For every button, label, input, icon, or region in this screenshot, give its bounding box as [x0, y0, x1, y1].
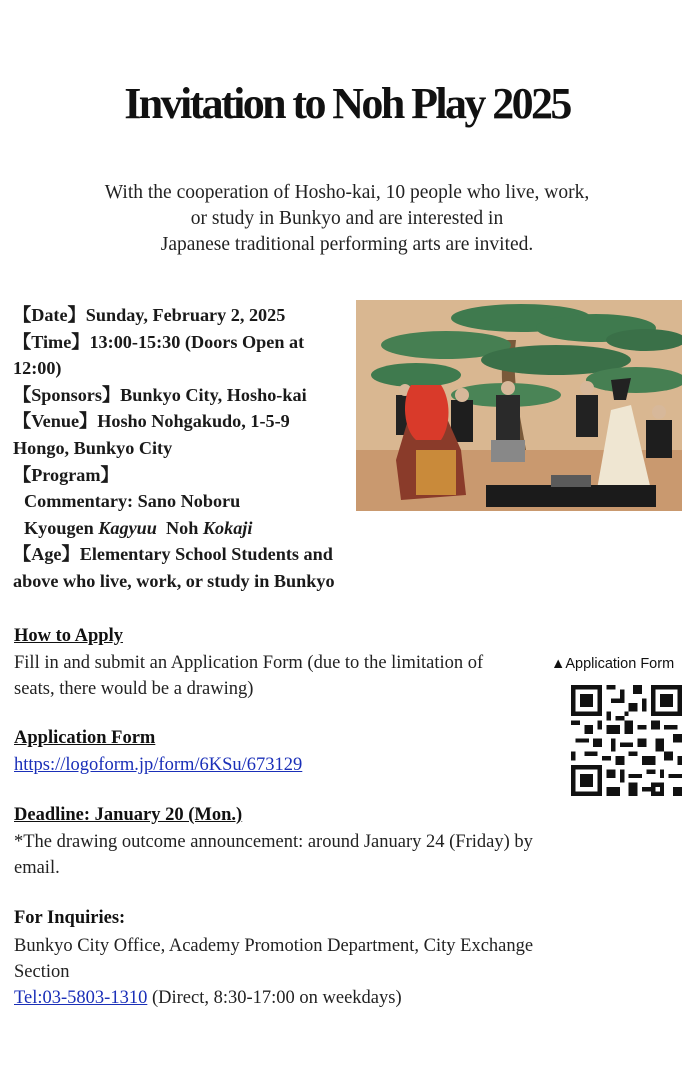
application-form-heading: Application Form [14, 728, 156, 748]
deadline-heading: Deadline: January 20 (Mon.) [14, 805, 243, 825]
application-form-link[interactable]: https://logoform.jp/form/6KSu/673129 [14, 755, 303, 775]
intro-line: With the cooperation of Hosho-kai, 10 people who live, work, [104, 182, 590, 203]
age-row-cont: above who live, work, or study in Bunkyo [13, 570, 335, 591]
venue-row: 【Venue】Hosho Nohgakudo, 1-5-9 [13, 411, 290, 432]
application-form-link-row [14, 752, 302, 778]
noh-title: Kokaji [202, 517, 253, 538]
time-row: 【Time】13:00-15:30 (Doors Open at [13, 331, 305, 352]
kyougen-title: Kagyuu [98, 517, 157, 538]
event-details [13, 302, 393, 595]
inquiries-text: Bunkyo City Office, Academy Promotion Department, City Exchange Section Tel:03-5803-1310 (Direct, 8:30-17:00 on weekdays) [14, 933, 533, 1011]
age-row: 【Age】Elementary School Students and [13, 544, 333, 565]
tel-link[interactable]: Tel:03-5803-1310 [14, 988, 148, 1008]
program-row: 【Program】 [13, 464, 119, 485]
qr-code[interactable] [571, 685, 682, 796]
inquiries-heading: For Inquiries: [14, 908, 126, 928]
page-title: Invitation to Noh Play 2025 [124, 79, 570, 128]
tel-row: Tel:03-5803-1310 (Direct, 8:30-17:00 on weekdays) [14, 988, 402, 1008]
intro-line: Japanese traditional performing arts are invited. [160, 234, 534, 255]
program-titles-row: Kyougen Kagyuu Noh Kokaji [24, 517, 253, 538]
qr-label: ▲Application Form [551, 656, 675, 672]
sponsors-row: 【Sponsors】Bunkyo City, Hosho-kai [13, 384, 307, 405]
intro-text [30, 180, 664, 258]
time-row-cont: 12:00) [13, 358, 62, 379]
how-to-apply-heading: How to Apply [14, 626, 123, 646]
venue-row-cont: Hongo, Bunkyo City [13, 437, 173, 458]
intro-line: or study in Bunkyo and are interested in [190, 208, 504, 229]
how-to-apply-text: Fill in and submit an Application Form (due to the limitation of seats, there would be a drawing) [14, 653, 484, 699]
deadline-text: *The drawing outcome announcement: around January 24 (Friday) by email. [14, 832, 533, 878]
commentary-row: Commentary: Sano Noboru [24, 491, 241, 512]
date-row: 【Date】Sunday, February 2, 2025 [13, 305, 286, 325]
noh-performance-photo [356, 300, 682, 511]
